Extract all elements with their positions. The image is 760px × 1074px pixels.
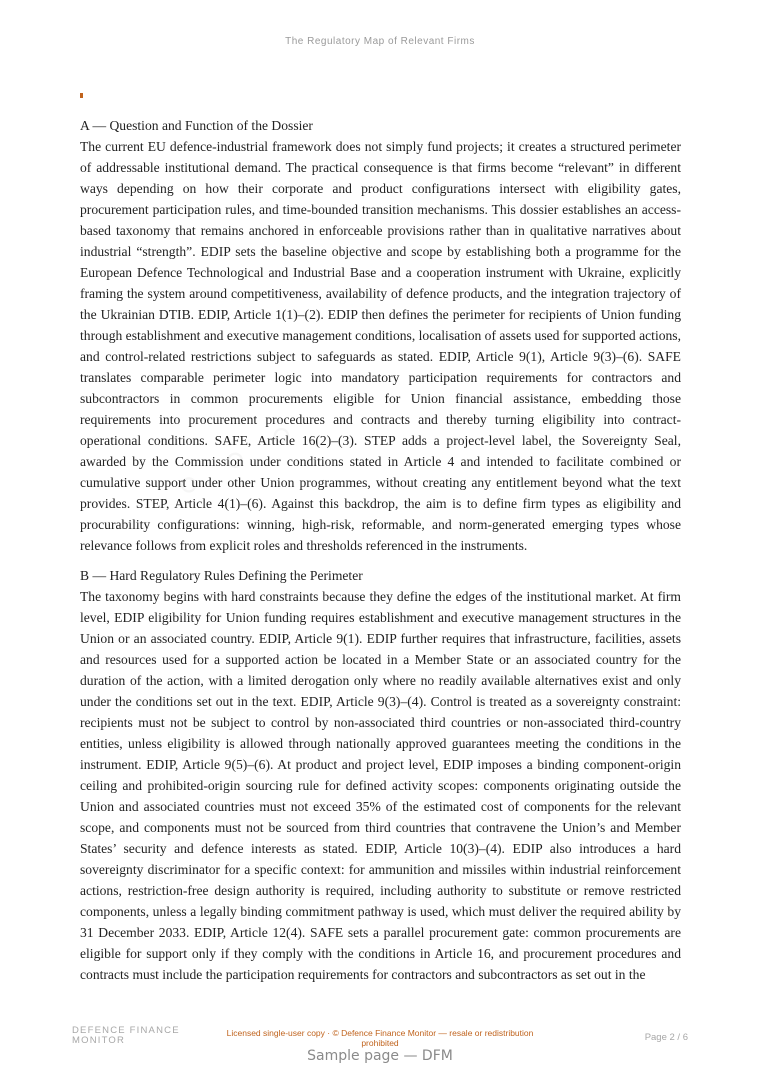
sample-page-stamp: Sample page — DFM [307,1048,453,1064]
page-number: Page 2 / 6 [644,1032,688,1043]
running-head-title: The Regulatory Map of Relevant Firms [285,36,475,47]
section-b [80,565,681,985]
footer-license-notice: Licensed single-user copy · © Defence Finance Monitor — resale or redistribution prohibited [226,1028,534,1048]
accent-mark [80,93,83,98]
section-paragraph: The taxonomy begins with hard constraints because they define the edges of the institutional market. At firm level, EDIP eligibility for Union funding requires establishment and executive management structures in the Union or an associated country. EDIP, Article 9(1). EDIP further requires that infrastructure, facilities, assets and resources used for a supported action be located in a Member State or an associated country for the duration of the action, with a limited derogation only where no readily available alternatives exist and only under the conditions set out in the text. EDIP, Article 9(3)–(4). Control is treated as a sovereignty constraint: recipients must not be subject to control by non-associated third countries or non-associated third-country entities, unless eligibility is allowed through nationally approved guarantees meeting the conditions in the instrument. EDIP, Article 9(5)–(6). At product and project level, EDIP imposes a binding component-origin ceiling and prohibited-origin sourcing rule for defined activity scopes: components originating outside the Union and associated countries must not exceed 35% of the estimated cost of components for the relevant scope, and components must not be sourced from third countries that contravene the Union’s and Member States’ security and defence interests as stated. EDIP, Article 10(3)–(4). EDIP also introduces a hard sovereignty discriminator for a specific context: for ammunition and missiles within industrial reinforcement actions, restriction-free design authority is required, including authority to substitute or remove restricted components, unless a legally binding commitment pathway is used, which must deliver the required ability by 31 December 2033. EDIP, Article 12(4). SAFE sets a parallel procurement gate: common procurements are eligible for support only if they comply with the conditions in Article 16, and procurement procedures and contracts must include the participation requirements for contractors and subcontractors as set out in the [80,589,681,982]
section-paragraph: The current EU defence-industrial framework does not simply fund projects; it creates a structured perimeter of addressable institutional demand. The practical consequence is that firms become “relevant” in different ways depending on how their corporate and product configurations intersect with eligibility gates, procurement participation rules, and time-bounded transition mechanisms. This dossier establishes an access-based taxonomy that remains anchored in enforceable provisions rather than in qualitative narratives about industrial “strength”. EDIP sets the baseline objective and scope by establishing both a programme for the European Defence Technological and Industrial Base and a cooperation instrument with Ukraine, explicitly framing the system around competitiveness, availability of defence products, and the integration trajectory of the Ukrainian DTIB. EDIP, Article 1(1)–(2). EDIP then defines the perimeter for recipients of Union funding through establishment and executive management conditions, localisation of assets used for supported actions, and control-related restrictions subject to safeguards as stated. EDIP, Article 9(1), Article 9(3)–(6). SAFE translates comparable perimeter logic into mandatory participation requirements for contractors and subcontractors in common procurements eligible for Union financial assistance, embedding those requirements into procurement procedures and contracts and thereby turning eligibility into contract-operational conditions. SAFE, Article 16(2)–(3). STEP adds a project-level label, the Sovereignty Seal, awarded by the Commission under conditions stated in Article 4 and intended to facilitate combined or cumulative support under other Union programmes, without creating any entitlement beyond what the text provides. STEP, Article 4(1)–(6). Against this backdrop, the aim is to define firm types as eligibility and procurability configurations: winning, high-risk, reformable, and norm-generated emerging types whose relevance follows from explicit roles and thresholds referenced in the instruments. [80,139,681,553]
section-heading: A — Question and Function of the Dossier [80,118,313,133]
section-heading: B — Hard Regulatory Rules Defining the Perimeter [80,568,363,583]
footer-brand: DEFENCE FINANCE MONITOR [72,1025,180,1046]
document-body [80,115,681,985]
section-a [80,115,681,556]
